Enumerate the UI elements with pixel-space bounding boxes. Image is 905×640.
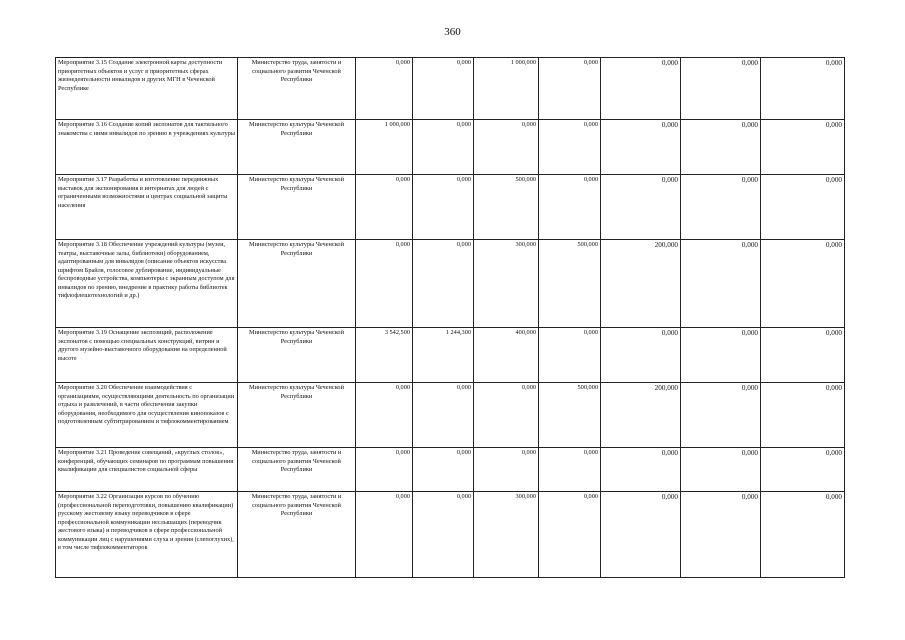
event-description-cell: Мероприятие 3.20 Обеспечение взаимодействия с организациями, осуществляющими деятельность по организации отдыха и развлечений, в части обеспечения закупки оборудования, необходимого для осуществления кинопоказов с подготовленным субтитрированием и тифлокомментированием xyxy=(56,383,238,448)
funding-value-cell: 0,000 xyxy=(761,240,845,328)
funding-value-cell: 0,000 xyxy=(601,175,681,240)
funding-value-cell: 0,000 xyxy=(356,383,413,448)
executor-cell: Министерство труда, занятости и социального развития Чеченской Республики xyxy=(238,58,356,120)
funding-value-cell: 3 542,500 xyxy=(356,328,413,383)
funding-value-cell: 1 244,300 xyxy=(413,328,474,383)
page-number: 360 xyxy=(444,26,461,38)
table-row xyxy=(56,383,845,448)
funding-value-cell: 0,000 xyxy=(601,58,681,120)
executor-cell: Министерство культуры Чеченской Республики xyxy=(238,120,356,175)
funding-value-cell: 0,000 xyxy=(413,383,474,448)
event-description-cell: Мероприятие 3.21 Проведение совещаний, «круглых столов», конференций, обучающих семинаров по программам повышения квалификации для специалистов социальной сферы xyxy=(56,448,238,492)
funding-value-cell: 0,000 xyxy=(761,58,845,120)
funding-value-cell: 0,000 xyxy=(413,448,474,492)
funding-value-cell: 0,000 xyxy=(356,240,413,328)
funding-value-cell: 0,000 xyxy=(413,175,474,240)
executor-cell: Министерство культуры Чеченской Республики xyxy=(238,240,356,328)
executor-cell: Министерство труда, занятости и социального развития Чеченской Республики xyxy=(238,448,356,492)
funding-value-cell: 0,000 xyxy=(356,492,413,578)
funding-value-cell: 0,000 xyxy=(539,448,601,492)
table-row xyxy=(56,120,845,175)
funding-value-cell: 0,000 xyxy=(474,448,539,492)
funding-value-cell: 0,000 xyxy=(413,492,474,578)
funding-value-cell: 0,000 xyxy=(539,328,601,383)
funding-value-cell: 200,000 xyxy=(601,240,681,328)
funding-value-cell: 300,000 xyxy=(474,240,539,328)
table-row xyxy=(56,328,845,383)
executor-cell: Министерство культуры Чеченской Республики xyxy=(238,328,356,383)
funding-value-cell: 0,000 xyxy=(761,448,845,492)
event-description-cell: Мероприятие 3.15 Создание электронной карты доступности приоритетных объектов и услуг в приоритетных сферах жизнедеятельности инвалидов и других МГН в Чеченской Республике xyxy=(56,58,238,120)
event-description-cell: Мероприятие 3.18 Обеспечение учреждений культуры (музеи, театры, выставочные залы, библиотеки) оборудованием, адаптированным для инвалидов (описание объектов искусства шрифтом Брайля, голосовое дублирование, индивидуальные беспроводные устройства, компьютеры с экранным доступом для инвалидов по зрению, внедрение в практику работы библиотек тифлофлешотехнологий и др.) xyxy=(56,240,238,328)
funding-value-cell: 0,000 xyxy=(761,175,845,240)
table-row xyxy=(56,448,845,492)
funding-value-cell: 0,000 xyxy=(681,240,761,328)
funding-value-cell: 500,000 xyxy=(539,240,601,328)
event-description-cell: Мероприятие 3.16 Создание копий экспонатов для тактильного знакомства с ними инвалидов по зрению в учреждениях культуры xyxy=(56,120,238,175)
funding-value-cell: 0,000 xyxy=(413,58,474,120)
funding-value-cell: 500,000 xyxy=(474,175,539,240)
executor-cell: Министерство культуры Чеченской Республики xyxy=(238,175,356,240)
funding-value-cell: 0,000 xyxy=(601,120,681,175)
event-description-cell: Мероприятие 3.22 Организация курсов по обучению (профессиональной переподготовки, повышению квалификации) русскому жестовому языку переводчиков в сфере профессиональной коммуникации неслышащих (переводчик жестового языка) и переводчиков в сфере профессиональной коммуникации лиц с нарушениями слуха и зрения (слепоглухих), в том числе тифлокомментаторов xyxy=(56,492,238,578)
funding-value-cell: 0,000 xyxy=(761,328,845,383)
funding-value-cell: 0,000 xyxy=(601,328,681,383)
funding-value-cell: 0,000 xyxy=(681,492,761,578)
program-events-table xyxy=(55,57,845,578)
funding-value-cell: 0,000 xyxy=(539,175,601,240)
funding-value-cell: 0,000 xyxy=(539,120,601,175)
funding-value-cell: 0,000 xyxy=(356,175,413,240)
funding-value-cell: 0,000 xyxy=(539,492,601,578)
funding-value-cell: 0,000 xyxy=(474,383,539,448)
funding-value-cell: 500,000 xyxy=(539,383,601,448)
funding-value-cell: 0,000 xyxy=(681,328,761,383)
table-row xyxy=(56,58,845,120)
funding-value-cell: 0,000 xyxy=(681,58,761,120)
funding-value-cell: 0,000 xyxy=(413,240,474,328)
funding-value-cell: 0,000 xyxy=(761,492,845,578)
funding-value-cell: 300,000 xyxy=(474,492,539,578)
table-row xyxy=(56,240,845,328)
funding-value-cell: 0,000 xyxy=(539,58,601,120)
event-description-cell: Мероприятие 3.19 Оснащение экспозиций, расположение экспонатов с помощью специальных конструкций, витрин и другого музейно-выставочного оборудования на определенной высоте xyxy=(56,328,238,383)
funding-value-cell: 0,000 xyxy=(681,448,761,492)
event-description-cell: Мероприятие 3.17 Разработка и изготовление передвижных выставок для экспонирования в интернатах для людей с ограниченными возможностями и центрах социальной защиты населения xyxy=(56,175,238,240)
funding-value-cell: 0,000 xyxy=(601,492,681,578)
funding-value-cell: 0,000 xyxy=(761,120,845,175)
table-row xyxy=(56,175,845,240)
executor-cell: Министерство труда, занятости и социального развития Чеченской Республики xyxy=(238,492,356,578)
executor-cell: Министерство культуры Чеченской Республики xyxy=(238,383,356,448)
funding-value-cell: 0,000 xyxy=(474,120,539,175)
funding-value-cell: 200,000 xyxy=(601,383,681,448)
funding-value-cell: 0,000 xyxy=(681,383,761,448)
funding-value-cell: 0,000 xyxy=(681,175,761,240)
funding-value-cell: 0,000 xyxy=(681,120,761,175)
funding-value-cell: 0,000 xyxy=(761,383,845,448)
funding-value-cell: 0,000 xyxy=(601,448,681,492)
funding-value-cell: 0,000 xyxy=(413,120,474,175)
funding-value-cell: 1 000,000 xyxy=(474,58,539,120)
table-row xyxy=(56,492,845,578)
funding-value-cell: 400,000 xyxy=(474,328,539,383)
funding-value-cell: 1 000,000 xyxy=(356,120,413,175)
funding-value-cell: 0,000 xyxy=(356,58,413,120)
funding-value-cell: 0,000 xyxy=(356,448,413,492)
